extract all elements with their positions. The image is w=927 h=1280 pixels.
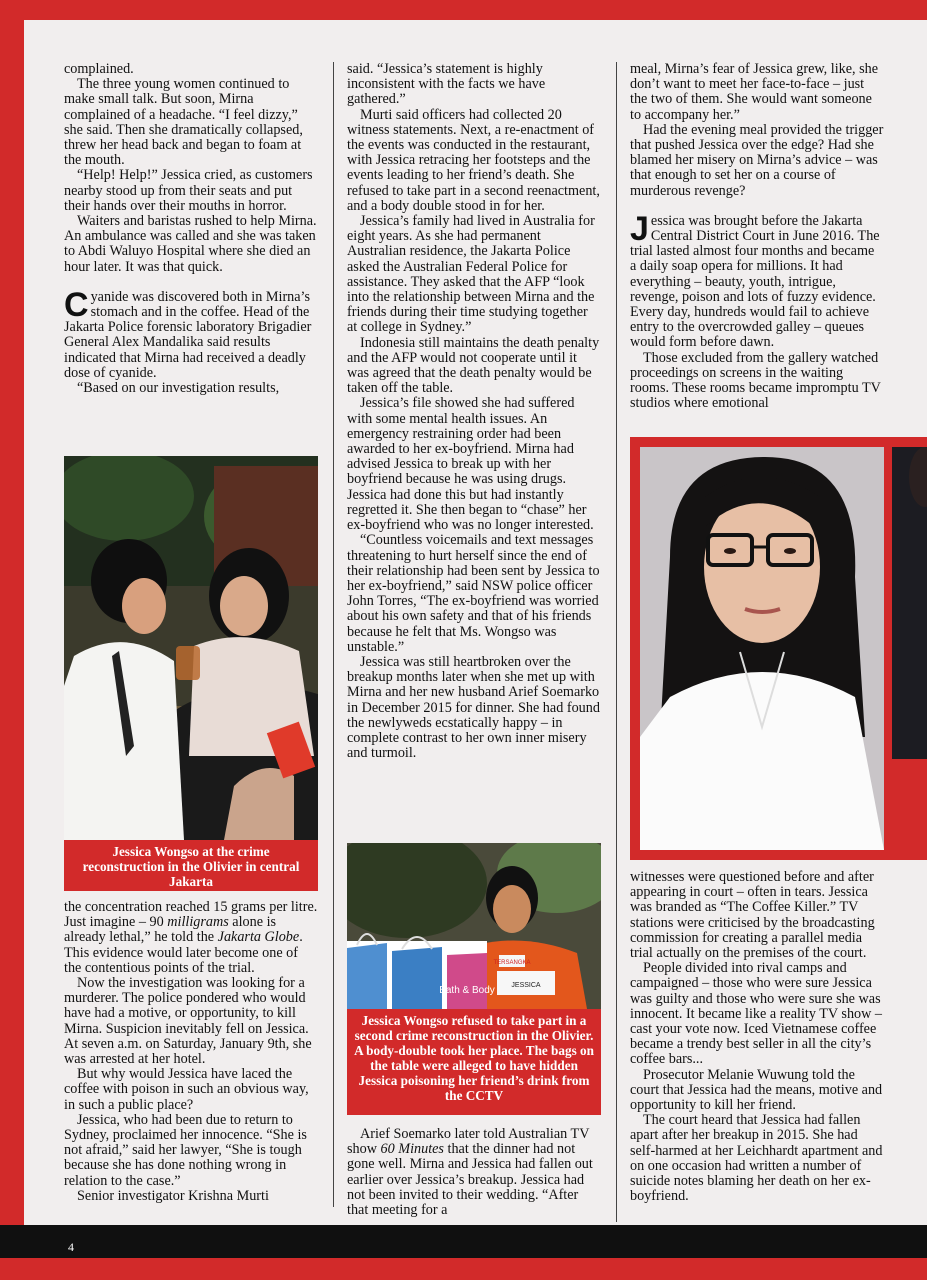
text-run: alone is already lethal,” he told the bbox=[64, 914, 277, 946]
paragraph-dropcap bbox=[630, 209, 884, 351]
column-divider bbox=[616, 62, 617, 1222]
paragraph: Prosecutor Melanie Wuwung told the court that Jessica had the means, motive and opportunity to kill her friend. bbox=[630, 1066, 883, 1114]
text-run: . This evidence would later become one of the contentious points of the trial. bbox=[64, 929, 303, 976]
paragraph: Senior investigator Krishna Murti bbox=[77, 1187, 269, 1204]
tv-show-name: 60 Minutes bbox=[380, 1141, 444, 1158]
paragraph bbox=[347, 1127, 601, 1218]
emphasis: milligrams bbox=[167, 914, 229, 931]
paragraph-text: essica was brought before the Jakarta Central District Court in June 2016. The trial lasted almost four months and became a daily soap opera for millions. It had everything – beauty, youth, intrigue, revenge, poison and lots of fuzzy evidence. Every day, hundreds would fail to achieve entry to the overcrowded galley – queues would form before dawn. bbox=[630, 212, 880, 351]
paragraph: Those excluded from the gallery watched proceedings on screens in the waiting rooms. These rooms became impromptu TV studios where emotional bbox=[630, 349, 881, 412]
article-column-2-continued bbox=[347, 1127, 601, 1218]
drop-cap: C bbox=[64, 285, 89, 324]
paragraph: Had the evening meal provided the trigger that pushed Jessica over the edge? Had she blamed her misery on Mirna’s advice – was that enough to set her on a course of murderous revenge? bbox=[630, 121, 884, 199]
paragraph: People divided into rival camps and campaigned – those who were sure Jessica was guilty and those who were sure she was innocent. It became like a reality TV show – cast your vote now. Iced Vietnamese coffee became a trendy best seller in all the city’s coffee bars... bbox=[630, 960, 883, 1068]
bag-logo-text: Bath & Body bbox=[439, 985, 495, 996]
paragraph: Murti said officers had collected 20 witness statements. Next, a re-enactment of the events was conducted in the restaurant, with Jessica retracing her footsteps and the events leading to her friend’s death. She refused to take part in a second reenactment, and a body double stood in for her. bbox=[347, 106, 600, 214]
drop-cap: J bbox=[630, 209, 649, 248]
paragraph: “Countless voicemails and text messages threatening to hurt herself since the end of their relationship had been sent by Jessica to her ex-boyfriend,” said NSW police officer John Torres, “The ex-boyfriend was worried about his own safety and that of his friends because he felt that Ms. Wongso was unstable.” bbox=[347, 532, 600, 655]
name-tag-text: JESSICA bbox=[511, 982, 541, 989]
article-column-2 bbox=[347, 62, 601, 761]
paragraph: The court heard that Jessica had fallen apart after her breakup in 2015. She had self-harmed at her Leichhardt apartment and on one occasion had written a number of suicide notes blaming her death on her ex-boyfriend. bbox=[630, 1112, 883, 1205]
paragraph: Jessica’s file showed she had suffered with some mental health issues. An emergency restraining order had been awarded to her ex-boyfriend. Mirna had advised Jessica to break up with her boyfriend because he was using drugs. Jessica had done this but had instantly regretted it. She then began to “chase” her ex-boyfriend who was no longer interested. bbox=[347, 395, 594, 534]
publication-name: Jakarta Globe bbox=[217, 929, 300, 946]
text-run: that the dinner had not gone well. Mirna and Jessica had fallen out earlier over Jessica’s breakup. Jessica had not been invited to their wedding. “After that meeting for a bbox=[347, 1141, 593, 1219]
paragraph-dropcap bbox=[64, 285, 318, 381]
paragraph-text: yanide was discovered both in Mirna’s stomach and in the coffee. Head of the Jakarta Police forensic laboratory Brigadier General Alex Mandalika said results indicated that Mirna had received a deadly dose of cyanide. bbox=[64, 288, 312, 381]
article-column-1-continued bbox=[64, 900, 318, 1204]
paragraph: Jessica, who had been due to return to Sydney, proclaimed her innocence. “She is not afraid,” said her lawyer, “She is tough because she has done nothing wrong in relation to the case.” bbox=[64, 1111, 307, 1189]
paragraph bbox=[64, 900, 318, 976]
paragraph: But why would Jessica have laced the coffee with poison in such an obvious way, in such a public place? bbox=[64, 1066, 309, 1113]
jessica-portrait-photo bbox=[630, 437, 927, 860]
page-footer-bar bbox=[0, 1225, 927, 1258]
paragraph: Jessica’s family had lived in Australia for eight years. As she had permanent Australian residence, the Jakarta Police asked the Australian Federal Police for assistance. They asked that the AFP “look into the relationship between Mirna and the friends during their time studying together at college in Sydney.” bbox=[347, 213, 595, 336]
column-divider bbox=[333, 62, 334, 1207]
vest-text: TERSANGKA bbox=[493, 960, 531, 966]
photo-illustration bbox=[347, 843, 601, 1009]
crime-reconstruction-photo bbox=[64, 456, 318, 840]
body-double-photo bbox=[347, 843, 601, 1009]
paragraph: Indonesia still maintains the death penalty and the AFP would not cooperate until it was agreed that the death penalty would be taken off the table. bbox=[347, 334, 600, 397]
magazine-page bbox=[24, 20, 927, 1225]
paragraph: meal, Mirna’s fear of Jessica grew, like, she don’t want to meet her face-to-face – just the two of them. She would want someone to accompany her.” bbox=[630, 61, 879, 123]
paragraph: “Help! Help!” Jessica cried, as customers nearby stood up from their seats and put their hands over their mouths in horror. bbox=[64, 167, 313, 214]
paragraph: witnesses were questioned before and after appearing in court – often in tears. Jessica was branded as “The Coffee Killer.” TV stations were criticised by the broadcasting commission for creating a parallel media trial actually on the premises of the court. bbox=[630, 869, 875, 962]
paragraph: Waiters and baristas rushed to help Mirna. An ambulance was called and she was taken to Abdi Waluyo Hospital where she died an hour later. It was that quick. bbox=[64, 213, 317, 275]
paragraph: “Based on our investigation results, bbox=[77, 380, 280, 397]
paragraph: complained. bbox=[64, 61, 134, 77]
article-column-1 bbox=[64, 62, 318, 396]
paragraph: Jessica was still heartbroken over the breakup months later when she met up with Mirna and her new husband Arief Soemarko in December 2015 for dinner. She had found the newlyweds ecstatically happy – in complete contrast to her own inner misery and turmoil. bbox=[347, 653, 600, 762]
article-column-3-continued bbox=[630, 870, 884, 1204]
photo-caption: Jessica Wongso at the crime reconstruction in the Olivier in central Jakarta bbox=[64, 840, 318, 891]
text-run: the concentration reached 15 grams per litre. Just imagine – 90 bbox=[64, 899, 318, 931]
paragraph: Now the investigation was looking for a murderer. The police pondered who would have had a motive, or opportunity, to kill Mirna. Suspicion inevitably fell on Jessica. At seven a.m. on Saturday, January 9th, she was arrested at her hotel. bbox=[64, 975, 312, 1068]
photo-illustration bbox=[64, 456, 318, 840]
text-run: Arief Soemarko later told Australian TV show bbox=[347, 1126, 590, 1158]
paragraph: The three young women continued to make small talk. But soon, Mirna complained of a headache. “I feel dizzy,” she said. Then she dramatically collapsed, threw her head back and began to foam at the mouth. bbox=[64, 76, 303, 169]
page-number: 4 bbox=[68, 1240, 74, 1254]
paragraph: said. “Jessica’s statement is highly inconsistent with the facts we have gathered.” bbox=[347, 61, 546, 108]
photo-caption: Jessica Wongso refused to take part in a second crime reconstruction in the Olivier. A body-double took her place. The bags on the table were alleged to have hidden Jessica poisoning her friend’s drink from the CCTV bbox=[347, 1009, 601, 1115]
article-column-3 bbox=[630, 62, 884, 411]
jessica-portrait-frame bbox=[630, 437, 927, 860]
